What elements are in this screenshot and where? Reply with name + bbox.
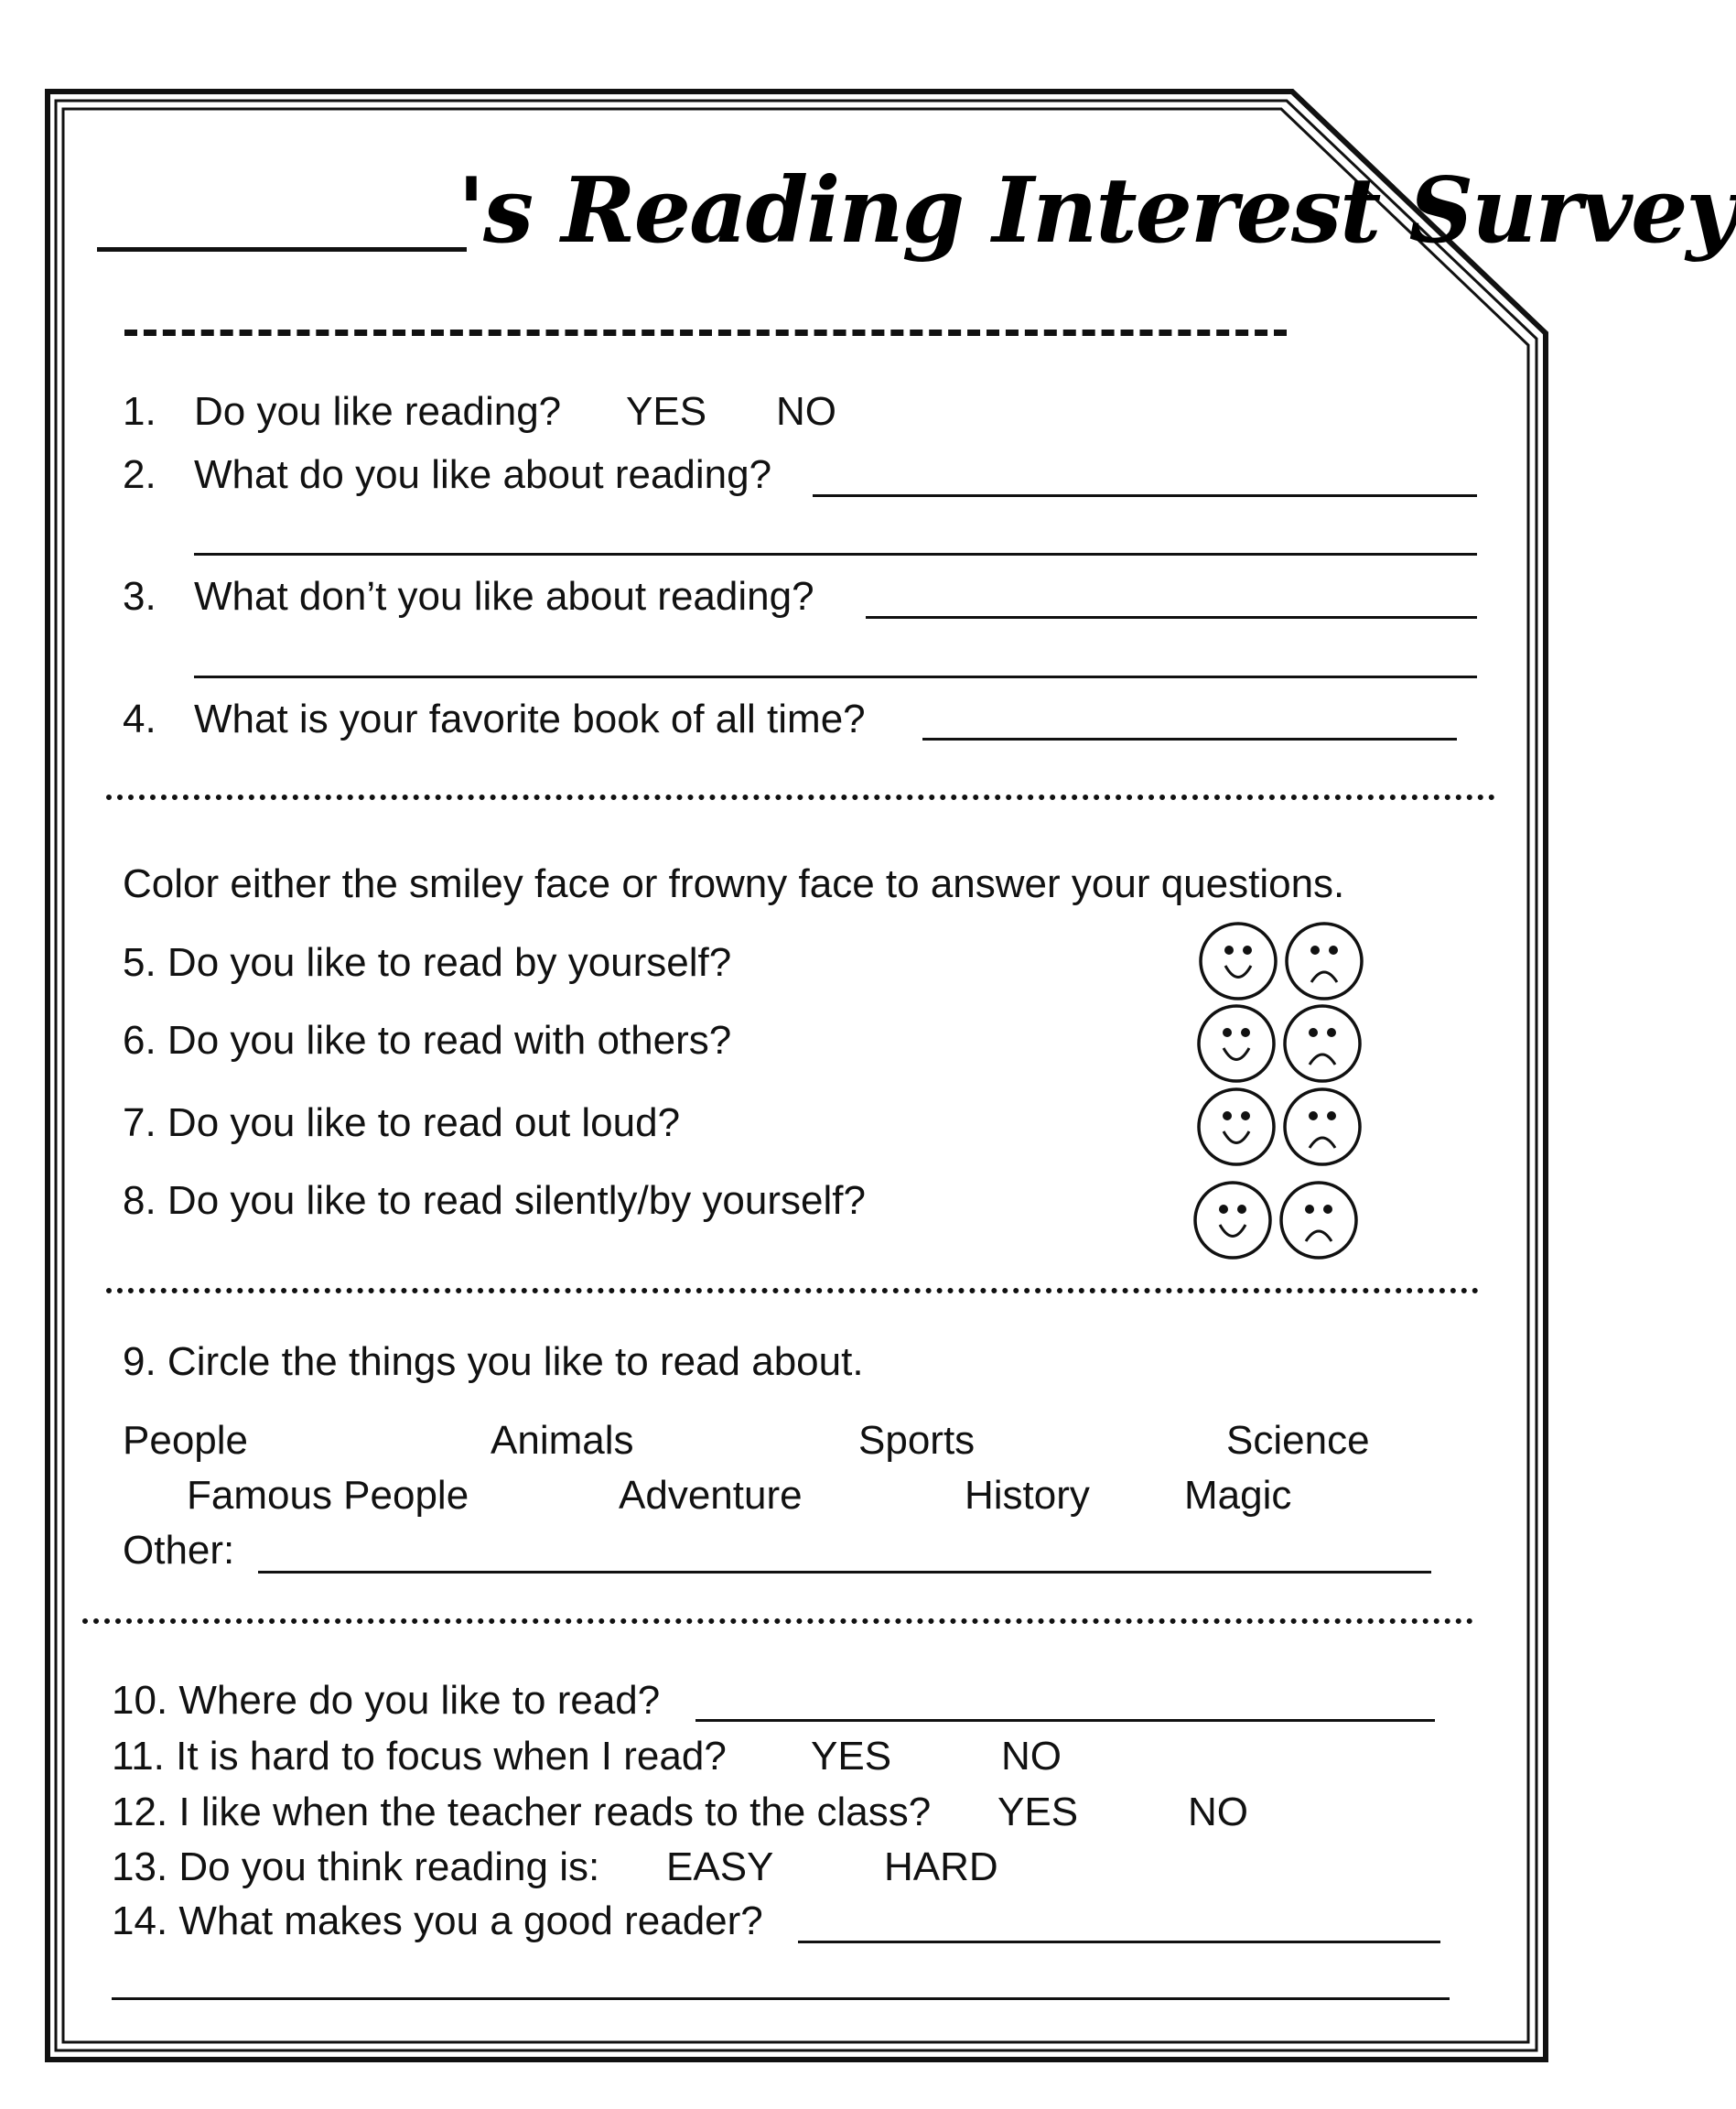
section-divider-1 [106,795,1495,800]
q12-text: 12. I like when the teacher reads to the class? [112,1790,932,1834]
q11-text: 11. It is hard to focus when I read? [112,1734,727,1779]
q6-frowny-icon[interactable] [1281,1002,1364,1085]
q12-no-option[interactable]: NO [1188,1790,1248,1834]
q9-prompt: 9. Circle the things you like to read about. [123,1339,864,1384]
q2-number: 2. [123,452,156,497]
topic-adventure[interactable]: Adventure [619,1473,803,1518]
q1-number: 1. [123,389,156,434]
q10-answer-line[interactable] [695,1719,1435,1722]
section-divider-2 [106,1288,1479,1293]
q4-answer-line[interactable] [922,738,1457,741]
q1-text: Do you like reading? [194,389,562,434]
q6-smiley-icon[interactable] [1195,1002,1278,1085]
topic-famous-people[interactable]: Famous People [187,1473,469,1518]
other-answer-line[interactable] [258,1571,1431,1574]
q13-hard-option[interactable]: HARD [884,1844,998,1889]
q14-text: 14. What makes you a good reader? [112,1898,763,1943]
q14-answer-line-1[interactable] [798,1941,1440,1943]
q6-text: 6. Do you like to read with others? [123,1018,732,1063]
other-label: Other: [123,1528,235,1573]
q13-easy-option[interactable]: EASY [666,1844,774,1889]
q14-answer-line-2[interactable] [112,1997,1450,2000]
q4-number: 4. [123,697,156,741]
q7-smiley-icon[interactable] [1195,1086,1278,1168]
q3-answer-line-1[interactable] [866,616,1477,619]
q7-text: 7. Do you like to read out loud? [123,1100,681,1145]
q1-yes-option[interactable]: YES [626,389,707,434]
q1-no-option[interactable]: NO [776,389,836,434]
survey-title: 's Reading Interest Survey [458,158,1736,264]
q5-text: 5. Do you like to read by yourself? [123,940,732,985]
q3-text: What don’t you like about reading? [194,574,814,619]
q12-yes-option[interactable]: YES [997,1790,1079,1834]
q8-text: 8. Do you like to read silently/by yourself? [123,1178,866,1223]
q3-number: 3. [123,574,156,619]
topic-history[interactable]: History [965,1473,1090,1518]
q8-frowny-icon[interactable] [1278,1179,1360,1261]
q10-text: 10. Where do you like to read? [112,1678,661,1723]
topic-science[interactable]: Science [1226,1418,1370,1463]
topic-people[interactable]: People [123,1418,249,1463]
topic-animals[interactable]: Animals [491,1418,634,1463]
title-dashed-divider [124,330,1287,336]
q3-answer-line-2[interactable] [194,676,1477,678]
q2-answer-line-1[interactable] [813,494,1477,497]
q11-yes-option[interactable]: YES [811,1734,892,1779]
q2-text: What do you like about reading? [194,452,772,497]
student-name-line[interactable] [97,247,467,252]
faces-instruction: Color either the smiley face or frowny face to answer your questions. [123,861,1345,906]
q4-text: What is your favorite book of all time? [194,697,866,741]
q5-smiley-icon[interactable] [1197,920,1279,1002]
q11-no-option[interactable]: NO [1001,1734,1062,1779]
topic-sports[interactable]: Sports [858,1418,976,1463]
q8-smiley-icon[interactable] [1191,1179,1274,1261]
q2-answer-line-2[interactable] [194,553,1477,556]
q7-frowny-icon[interactable] [1281,1086,1364,1168]
q13-text: 13. Do you think reading is: [112,1844,600,1889]
q5-frowny-icon[interactable] [1283,920,1365,1002]
topic-magic[interactable]: Magic [1184,1473,1292,1518]
section-divider-3 [82,1618,1473,1624]
